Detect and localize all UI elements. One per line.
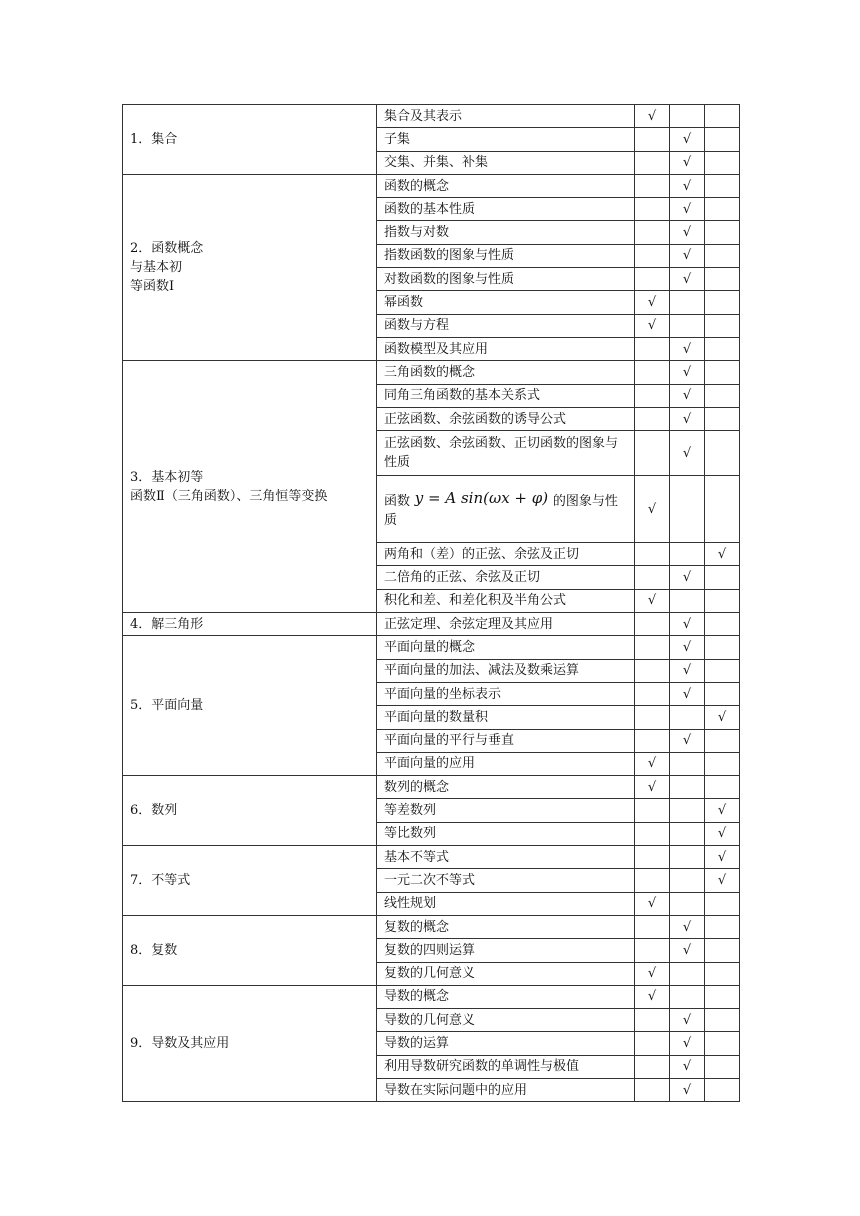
level-3-cell — [705, 822, 740, 845]
subtopic-text: 复数的概念 — [384, 919, 450, 935]
level-1-cell — [635, 1032, 670, 1055]
level-1-cell — [635, 543, 670, 566]
level-3-cell — [705, 128, 740, 151]
subtopic-cell — [377, 869, 635, 892]
level-2-cell — [670, 752, 705, 775]
level-2-cell — [670, 589, 705, 612]
check-mark: √ — [717, 872, 727, 888]
subtopic-cell — [377, 846, 635, 869]
check-mark: √ — [682, 686, 692, 702]
subtopic-cell — [377, 892, 635, 915]
check-mark: √ — [682, 364, 692, 380]
subtopic-cell — [377, 939, 635, 962]
topic-label: 4．解三角形 — [123, 613, 377, 636]
check-mark: √ — [647, 779, 657, 795]
level-3-cell — [705, 729, 740, 752]
level-1-cell — [635, 962, 670, 985]
check-mark: √ — [682, 248, 692, 264]
level-1-cell — [635, 1055, 670, 1078]
level-2-cell — [670, 892, 705, 915]
subtopic-text: 幂函数 — [384, 295, 424, 311]
subtopic-cell — [377, 729, 635, 752]
level-1-cell — [635, 476, 670, 543]
level-1-cell — [635, 822, 670, 845]
level-1-cell — [635, 198, 670, 221]
subtopic-cell — [377, 407, 635, 430]
check-mark: √ — [682, 131, 692, 147]
check-mark: √ — [717, 546, 727, 562]
subtopic-text: 等差数列 — [384, 803, 437, 819]
level-3-cell — [705, 105, 740, 128]
subtopic-cell — [377, 384, 635, 407]
subtopic-text: 等比数列 — [384, 826, 437, 842]
level-1-cell — [635, 105, 670, 128]
subtopic-text: 复数的几何意义 — [384, 966, 476, 982]
level-3-cell — [705, 476, 740, 543]
topic-label: 7．不等式 — [123, 846, 377, 916]
subtopic-cell — [377, 476, 635, 543]
subtopic-text: 函数模型及其应用 — [384, 341, 489, 357]
level-2-cell — [670, 337, 705, 360]
table-row — [123, 915, 740, 938]
subtopic-cell — [377, 962, 635, 985]
level-3-cell — [705, 846, 740, 869]
level-3-cell — [705, 706, 740, 729]
subtopic-text: 子集 — [384, 131, 411, 147]
check-mark: √ — [647, 501, 657, 517]
level-3-cell — [705, 151, 740, 174]
syllabus-table-body — [123, 105, 740, 1102]
sine-formula: y = A sin(ωx + φ) — [410, 488, 553, 507]
subtopic-cell — [377, 174, 635, 197]
table-row — [123, 985, 740, 1008]
level-3-cell — [705, 613, 740, 636]
level-2-cell — [670, 962, 705, 985]
subtopic-cell — [377, 915, 635, 938]
level-1-cell — [635, 221, 670, 244]
subtopic-cell — [377, 776, 635, 799]
check-mark: √ — [717, 849, 727, 865]
check-mark: √ — [717, 709, 727, 725]
level-1-cell — [635, 682, 670, 705]
subtopic-cell — [377, 244, 635, 267]
subtopic-cell — [377, 706, 635, 729]
level-3-cell — [705, 543, 740, 566]
check-mark: √ — [682, 1012, 692, 1028]
check-mark: √ — [682, 919, 692, 935]
level-3-cell — [705, 221, 740, 244]
level-2-cell — [670, 128, 705, 151]
level-2-cell — [670, 174, 705, 197]
level-1-cell — [635, 985, 670, 1008]
level-1-cell — [635, 776, 670, 799]
subtopic-cell — [377, 105, 635, 128]
check-mark: √ — [682, 388, 692, 404]
subtopic-cell — [377, 1078, 635, 1101]
level-3-cell — [705, 1009, 740, 1032]
subtopic-cell — [377, 636, 635, 659]
level-1-cell — [635, 729, 670, 752]
subtopic-text: 积化和差、和差化积及半角公式 — [384, 593, 567, 609]
level-3-cell — [705, 314, 740, 337]
subtopic-prefix: 函数 — [384, 493, 411, 509]
subtopic-cell — [377, 291, 635, 314]
level-1-cell — [635, 636, 670, 659]
syllabus-table — [122, 104, 740, 1102]
table-row — [123, 846, 740, 869]
subtopic-cell — [377, 985, 635, 1008]
level-2-cell — [670, 566, 705, 589]
level-2-cell — [670, 384, 705, 407]
subtopic-text: 对数函数的图象与性质 — [384, 271, 515, 287]
topic-label: 6．数列 — [123, 776, 377, 846]
subtopic-cell — [377, 822, 635, 845]
check-mark: √ — [682, 341, 692, 357]
level-3-cell — [705, 589, 740, 612]
level-3-cell — [705, 1055, 740, 1078]
level-1-cell — [635, 337, 670, 360]
level-1-cell — [635, 1078, 670, 1101]
check-mark: √ — [682, 663, 692, 679]
subtopic-cell — [377, 659, 635, 682]
level-2-cell — [670, 939, 705, 962]
subtopic-cell — [377, 268, 635, 291]
level-3-cell — [705, 892, 740, 915]
level-2-cell — [670, 431, 705, 476]
subtopic-text: 交集、并集、补集 — [384, 155, 489, 171]
subtopic-text: 一元二次不等式 — [384, 872, 476, 888]
check-mark: √ — [682, 570, 692, 586]
level-2-cell — [670, 1009, 705, 1032]
level-3-cell — [705, 752, 740, 775]
level-3-cell — [705, 384, 740, 407]
level-1-cell — [635, 314, 670, 337]
level-3-cell — [705, 985, 740, 1008]
table-row — [123, 105, 740, 128]
check-mark: √ — [682, 201, 692, 217]
level-3-cell — [705, 268, 740, 291]
level-2-cell — [670, 915, 705, 938]
level-3-cell — [705, 431, 740, 476]
topic-label: 3．基本初等 函数Ⅱ（三角函数）、三角恒等变换 — [123, 361, 377, 613]
check-mark: √ — [647, 318, 657, 334]
subtopic-text: 正弦函数、余弦函数、正切函数的图象与性质 — [384, 436, 619, 471]
subtopic-text: 平面向量的应用 — [384, 756, 476, 772]
subtopic-cell — [377, 198, 635, 221]
subtopic-text: 三角函数的概念 — [384, 364, 476, 380]
level-3-cell — [705, 799, 740, 822]
level-2-cell — [670, 314, 705, 337]
check-mark: √ — [717, 826, 727, 842]
level-2-cell — [670, 198, 705, 221]
level-3-cell — [705, 566, 740, 589]
subtopic-text: 指数与对数 — [384, 225, 450, 241]
table-row — [123, 174, 740, 197]
level-2-cell — [670, 706, 705, 729]
subtopic-text: 函数与方程 — [384, 318, 450, 334]
check-mark: √ — [682, 616, 692, 632]
level-3-cell — [705, 636, 740, 659]
check-mark: √ — [682, 155, 692, 171]
subtopic-cell — [377, 221, 635, 244]
level-2-cell — [670, 869, 705, 892]
subtopic-text: 线性规划 — [384, 896, 437, 912]
level-2-cell — [670, 407, 705, 430]
subtopic-text: 二倍角的正弦、余弦及正切 — [384, 570, 541, 586]
level-1-cell — [635, 752, 670, 775]
topic-label: 5．平面向量 — [123, 636, 377, 776]
level-1-cell — [635, 589, 670, 612]
check-mark: √ — [647, 966, 657, 982]
level-1-cell — [635, 361, 670, 384]
subtopic-cell — [377, 337, 635, 360]
level-1-cell — [635, 566, 670, 589]
check-mark: √ — [682, 445, 692, 461]
level-3-cell — [705, 174, 740, 197]
table-row — [123, 636, 740, 659]
level-1-cell — [635, 613, 670, 636]
check-mark: √ — [682, 271, 692, 287]
level-3-cell — [705, 198, 740, 221]
level-2-cell — [670, 682, 705, 705]
level-2-cell — [670, 659, 705, 682]
subtopic-text: 数列的概念 — [384, 779, 450, 795]
check-mark: √ — [647, 593, 657, 609]
check-mark: √ — [682, 942, 692, 958]
level-2-cell — [670, 799, 705, 822]
level-1-cell — [635, 384, 670, 407]
level-3-cell — [705, 962, 740, 985]
subtopic-text: 平面向量的概念 — [384, 639, 476, 655]
subtopic-text: 正弦定理、余弦定理及其应用 — [384, 616, 554, 632]
topic-label: 1．集合 — [123, 105, 377, 175]
level-2-cell — [670, 822, 705, 845]
table-row — [123, 613, 740, 636]
level-3-cell — [705, 1078, 740, 1101]
subtopic-text: 同角三角函数的基本关系式 — [384, 388, 541, 404]
subtopic-text: 导数的概念 — [384, 989, 450, 1005]
level-3-cell — [705, 682, 740, 705]
subtopic-text: 基本不等式 — [384, 849, 450, 865]
level-2-cell — [670, 1032, 705, 1055]
level-1-cell — [635, 892, 670, 915]
subtopic-cell — [377, 543, 635, 566]
subtopic-text: 的图象与性 — [552, 493, 618, 509]
check-mark: √ — [647, 108, 657, 124]
subtopic-text: 平面向量的平行与垂直 — [384, 733, 515, 749]
level-1-cell — [635, 268, 670, 291]
level-2-cell — [670, 846, 705, 869]
subtopic-cell — [377, 151, 635, 174]
level-2-cell — [670, 1078, 705, 1101]
subtopic-text: 集合及其表示 — [384, 108, 463, 124]
level-1-cell — [635, 1009, 670, 1032]
level-3-cell — [705, 776, 740, 799]
topic-label: 9．导数及其应用 — [123, 985, 377, 1101]
subtopic-text: 平面向量的坐标表示 — [384, 686, 502, 702]
level-3-cell — [705, 939, 740, 962]
level-3-cell — [705, 244, 740, 267]
level-3-cell — [705, 407, 740, 430]
subtopic-cell — [377, 1055, 635, 1078]
level-2-cell — [670, 613, 705, 636]
level-2-cell — [670, 244, 705, 267]
level-2-cell — [670, 105, 705, 128]
subtopic-text: 复数的四则运算 — [384, 942, 476, 958]
table-row — [123, 776, 740, 799]
level-1-cell — [635, 915, 670, 938]
subtopic-cell — [377, 361, 635, 384]
check-mark: √ — [647, 896, 657, 912]
subtopic-text: 正弦函数、余弦函数的诱导公式 — [384, 411, 567, 427]
level-1-cell — [635, 174, 670, 197]
level-2-cell — [670, 476, 705, 543]
subtopic-cell — [377, 128, 635, 151]
subtopic-suffix: 质 — [384, 512, 398, 528]
level-2-cell — [670, 1055, 705, 1078]
subtopic-cell — [377, 314, 635, 337]
level-2-cell — [670, 361, 705, 384]
level-3-cell — [705, 915, 740, 938]
level-1-cell — [635, 706, 670, 729]
level-2-cell — [670, 636, 705, 659]
check-mark: √ — [682, 225, 692, 241]
topic-label: 8．复数 — [123, 915, 377, 985]
subtopic-cell — [377, 799, 635, 822]
check-mark: √ — [682, 1059, 692, 1075]
level-3-cell — [705, 1032, 740, 1055]
check-mark: √ — [682, 411, 692, 427]
check-mark: √ — [647, 756, 657, 772]
level-2-cell — [670, 151, 705, 174]
check-mark: √ — [682, 733, 692, 749]
level-1-cell — [635, 151, 670, 174]
subtopic-cell — [377, 566, 635, 589]
subtopic-cell — [377, 682, 635, 705]
level-3-cell — [705, 659, 740, 682]
subtopic-cell — [377, 589, 635, 612]
subtopic-text: 导数的运算 — [384, 1036, 450, 1052]
level-1-cell — [635, 431, 670, 476]
level-1-cell — [635, 799, 670, 822]
check-mark: √ — [647, 295, 657, 311]
level-1-cell — [635, 128, 670, 151]
subtopic-text: 导数的几何意义 — [384, 1012, 476, 1028]
level-1-cell — [635, 846, 670, 869]
subtopic-text: 利用导数研究函数的单调性与极值 — [384, 1059, 580, 1075]
level-1-cell — [635, 939, 670, 962]
level-3-cell — [705, 337, 740, 360]
level-2-cell — [670, 543, 705, 566]
level-2-cell — [670, 776, 705, 799]
level-2-cell — [670, 985, 705, 1008]
subtopic-text: 导数在实际问题中的应用 — [384, 1082, 528, 1098]
subtopic-text: 两角和（差）的正弦、余弦及正切 — [384, 546, 580, 562]
check-mark: √ — [717, 803, 727, 819]
level-2-cell — [670, 221, 705, 244]
check-mark: √ — [647, 989, 657, 1005]
level-3-cell — [705, 361, 740, 384]
subtopic-text: 平面向量的数量积 — [384, 709, 489, 725]
check-mark: √ — [682, 1036, 692, 1052]
level-1-cell — [635, 291, 670, 314]
subtopic-text: 函数的基本性质 — [384, 201, 476, 217]
level-1-cell — [635, 659, 670, 682]
level-2-cell — [670, 291, 705, 314]
subtopic-cell — [377, 1032, 635, 1055]
level-2-cell — [670, 268, 705, 291]
subtopic-text: 函数的概念 — [384, 178, 450, 194]
subtopic-cell — [377, 752, 635, 775]
level-1-cell — [635, 407, 670, 430]
level-3-cell — [705, 869, 740, 892]
level-1-cell — [635, 244, 670, 267]
subtopic-cell — [377, 1009, 635, 1032]
level-3-cell — [705, 291, 740, 314]
level-2-cell — [670, 729, 705, 752]
table-row — [123, 361, 740, 384]
subtopic-text: 指数函数的图象与性质 — [384, 248, 515, 264]
topic-label: 2．函数概念 与基本初 等函数Ⅰ — [123, 174, 377, 360]
subtopic-text: 平面向量的加法、减法及数乘运算 — [384, 663, 580, 679]
subtopic-cell — [377, 431, 635, 476]
subtopic-cell — [377, 613, 635, 636]
level-1-cell — [635, 869, 670, 892]
check-mark: √ — [682, 639, 692, 655]
check-mark: √ — [682, 178, 692, 194]
check-mark: √ — [682, 1082, 692, 1098]
